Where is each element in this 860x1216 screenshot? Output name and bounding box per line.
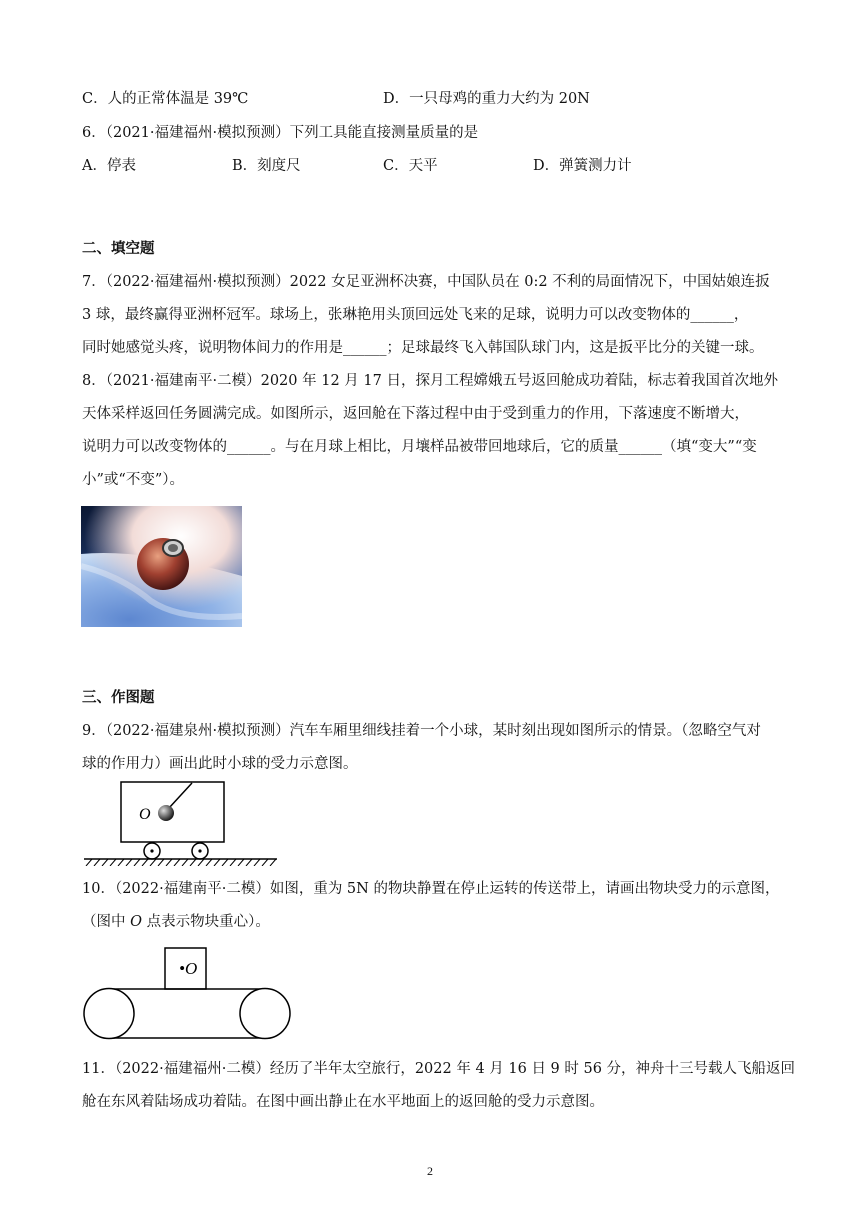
cart-pendulum-figure — [82, 780, 282, 866]
roller-right — [240, 989, 290, 1039]
q6-option-b: B．刻度尺 — [232, 158, 301, 174]
q7-line-3: 同时她感觉头疼，说明物体间力的作用是______；足球最终飞入韩国队球门内，这是扳平比分的关键一球。 — [82, 340, 764, 356]
q6-option-c: C．天平 — [383, 158, 438, 174]
q9-line-1: 9．（2022·福建泉州·模拟预测）汽车车厢里细线挂着一个小球，某时刻出现如图所示的情景。（忽略空气对 — [82, 723, 761, 739]
q10-line-2-o: O — [130, 914, 142, 930]
q6-option-d: D．弹簧测力计 — [533, 158, 632, 174]
roller-left — [84, 989, 134, 1039]
page-number: 2 — [427, 1164, 433, 1178]
q5-option-d: D．一只母鸡的重力大约为 20N — [383, 91, 590, 107]
q7-line-2: 3 球，最终赢得亚洲杯冠军。球场上，张琳艳用头顶回远处飞来的足球，说明力可以改变物体的______， — [82, 307, 749, 323]
q10-line-2-pre: （图中 — [82, 914, 131, 930]
q6-stem: 6．（2021·福建福州·模拟预测）下列工具能直接测量质量的是 — [82, 125, 479, 141]
section-fill-blank-title: 二、填空题 — [82, 241, 155, 257]
point-o-label: O — [139, 806, 151, 823]
q10-line-2 — [82, 912, 270, 932]
q7-line-1: 7．（2022·福建福州·模拟预测）2022 女足亚洲杯决赛，中国队员在 0:2 不利的局面情况下，中国姑娘连扳 — [82, 274, 770, 290]
q8-line-1: 8．（2021·福建南平·二模）2020 年 12 月 17 日，探月工程嫦娥五号返回舱成功着陆，标志着我国首次地外 — [82, 373, 778, 389]
q8-line-3: 说明力可以改变物体的______。与在月球上相比，月壤样品被带回地球后，它的质量______（填“变大”“变 — [82, 439, 757, 455]
section-drawing-title: 三、作图题 — [82, 690, 155, 706]
capsule-reentry-photo — [81, 506, 242, 627]
q10-line-2-post: 点表示物块重心）。 — [142, 914, 270, 930]
q9-line-2: 球的作用力）画出此时小球的受力示意图。 — [82, 756, 358, 772]
ball — [158, 805, 174, 821]
q11-line-1: 11．（2022·福建福州·二模）经历了半年太空旅行，2022 年 4 月 16 日 9 时 56 分，神舟十三号载人飞船返回 — [82, 1061, 796, 1077]
q8-line-2: 天体采样返回任务圆满完成。如图所示，返回舱在下落过程中由于受到重力的作用，下落速度不断增大， — [82, 406, 749, 422]
q10-line-1: 10．（2022·福建南平·二模）如图，重为 5N 的物块静置在停止运转的传送带上，请画出物块受力的示意图， — [82, 881, 780, 897]
q6-option-a: A．停表 — [82, 158, 136, 174]
q8-line-4: 小”或“不变”）。 — [82, 472, 184, 488]
conveyor-block-figure — [82, 946, 294, 1042]
q5-option-c: C．人的正常体温是 39℃ — [82, 91, 249, 107]
block-center-label: •O — [179, 959, 198, 978]
q11-line-2: 舱在东风着陆场成功着陆。在图中画出静止在水平地面上的返回舱的受力示意图。 — [82, 1094, 604, 1110]
